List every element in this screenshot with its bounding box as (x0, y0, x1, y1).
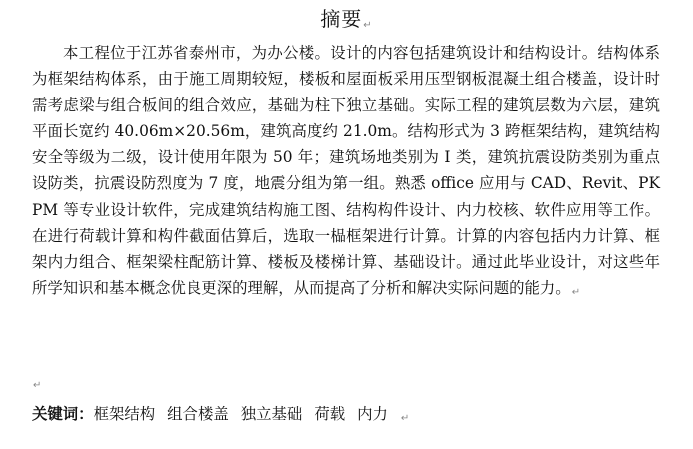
keyword: 框架结构 (93, 405, 156, 423)
abstract-heading-text: 摘要 (320, 7, 363, 31)
paragraph-mark-icon: ↵ (571, 286, 581, 298)
paragraph-mark-icon: ↵ (400, 413, 410, 424)
empty-paragraph (32, 371, 41, 391)
keywords-line (32, 402, 409, 431)
abstract-text: 本工程位于江苏省泰州市，为办公楼。设计的内容包括建筑设计和结构设计。结构体系为框架结构体系，由于施工周期较短，楼板和屋面板采用压型钢板混凝土组合楼盖，设计时需考虑梁与组合板间的组合效应，基础为柱下独立基础。实际工程的建筑层数为六层，建筑平面长宽约 40.06m×20.56m，建筑高度约 21.0m。结构形式为 3 跨框架结构，建筑结构安全等级为二级，设计使用年限为 50 年；建筑场地类别为 Ⅰ 类，建筑抗震设防类别为重点设防类，抗震设防烈度为 7 度，地震分组为第一组。熟悉 office 应用与 CAD、Revit、PKPM 等专业设计软件，完成建筑结构施工图、结构构件设计、内力校核、软件应用等工作。在进行荷载计算和构件截面估算后，选取一榀框架进行计算。计算的内容包括内力计算、框架内力组合、框架梁柱配筋计算、楼板及楼梯计算、基础设计。通过此毕业设计，对这些年所学知识和基本概念优良更深的理解，从而提高了分析和解决实际问题的能力。 (32, 44, 660, 297)
paragraph-mark-icon: ↵ (363, 20, 373, 31)
abstract-body (32, 40, 660, 306)
keyword: 内力 (357, 405, 388, 423)
keywords-label: 关键词： (32, 405, 94, 423)
keyword: 组合楼盖 (167, 405, 229, 423)
paragraph-mark-icon: ↵ (33, 380, 42, 391)
keyword: 荷载 (314, 405, 346, 423)
keyword: 独立基础 (240, 405, 303, 423)
abstract-heading (0, 6, 693, 39)
